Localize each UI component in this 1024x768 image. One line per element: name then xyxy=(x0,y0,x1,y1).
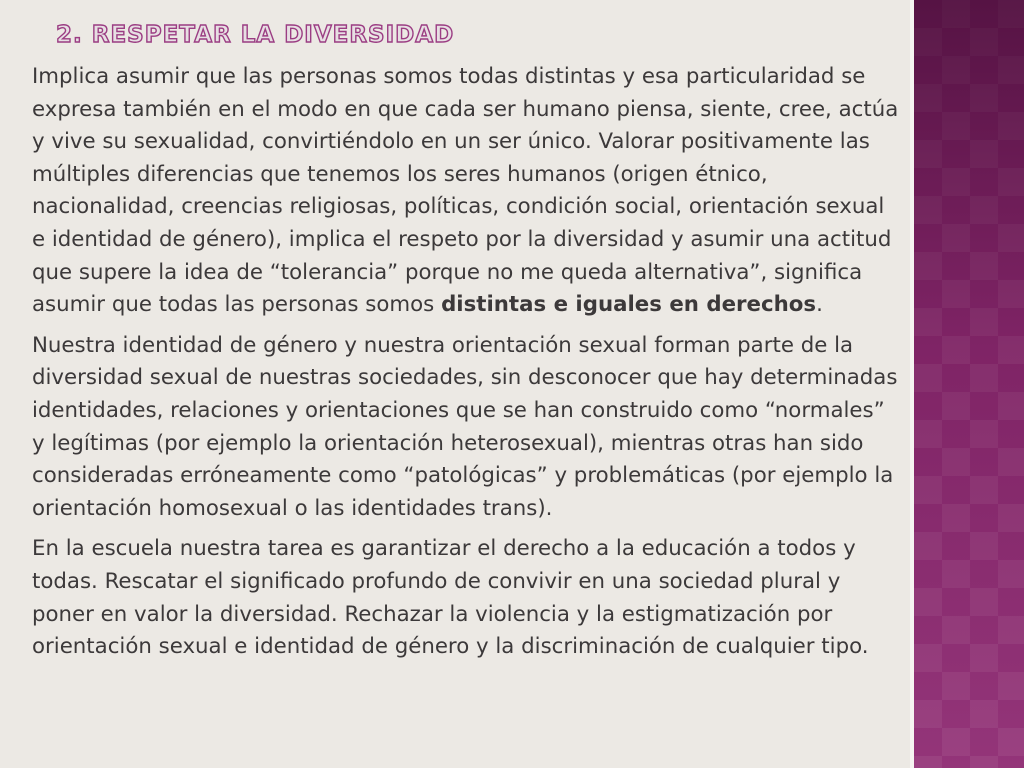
paragraph-respect-diversity xyxy=(32,61,904,322)
slide-title: 2. RESPETAR LA DIVERSIDAD xyxy=(56,22,455,48)
paragraph1-text: Implica asumir que las personas somos todas distintas y esa particularidad se expresa también en el modo en que cada ser humano piensa, siente, cree, actúa y vive su sexualidad, convirtiéndolo en un ser único. Valorar positivamente las múltiples diferencias que tenemos los seres humanos (origen étnico, nacionalidad, creencias religiosas, políticas, condición social, orientación sexual e identidad de género), implica el respeto por la diversidad y asumir una actitud que supere la idea de “tolerancia” porque no me queda alternativa”, significa asumir que todas las personas somos xyxy=(32,64,899,318)
paragraph1-end: . xyxy=(816,292,823,318)
slide-body xyxy=(32,61,904,672)
paragraph-school-task: En la escuela nuestra tarea es garantizar el derecho a la educación a todos y todas. Rescatar el significado profundo de convivir en una sociedad plural y poner en valor la diversidad. Rechazar la violencia y la estigmatización por orientación sexual e identidad de género y la discriminación de cualquier tipo. xyxy=(32,536,869,660)
paragraph1-emphasis: distintas e iguales en derechos xyxy=(441,292,817,318)
paragraph-gender-identity: Nuestra identidad de género y nuestra orientación sexual forman parte de la diversidad sexual de nuestras sociedades, sin desconocer que hay determinadas identidades, relaciones y orientaciones que se han construido como “normales” y legítimas (por ejemplo la orientación heterosexual), mientras otras han sido consideradas erróneamente como “patológicas” y problemáticas (por ejemplo la orientación homosexual o las identidades trans). xyxy=(32,332,898,521)
decorative-side-panel xyxy=(914,0,1024,768)
